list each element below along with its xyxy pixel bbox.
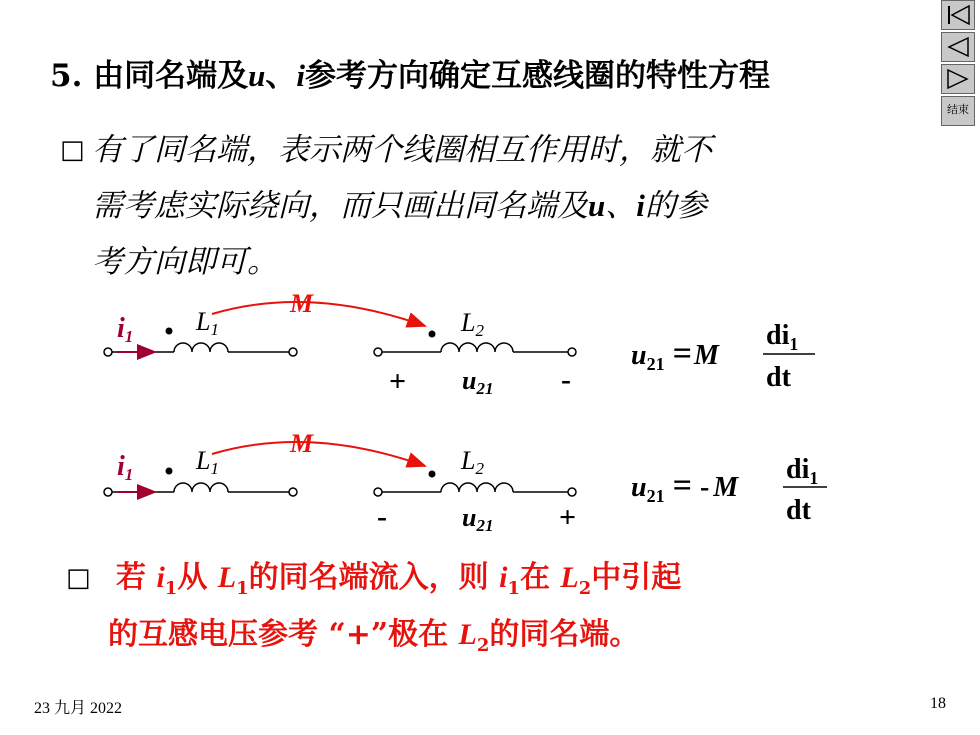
minus-sign: - [377,500,387,533]
coil-1-label: L1 [196,446,219,478]
current-label: i1 [117,451,134,484]
svg-text:u21=-M: $u_{21}$ = - M [631,467,739,506]
bullet1-line1: 有了同名端，表示两个线圈相互作用时，就不 [92,132,712,168]
voltage-label: u21 [462,503,494,535]
page-number: 18 [930,695,946,712]
dot-marker-1 [166,468,173,475]
coil-2-label: L2 [461,446,484,478]
footer-date: 23 九月 2022 [34,700,123,717]
slide-title: 5. 由同名端及u、i参考方向确定互感线圈的特性方程 [50,58,771,94]
previous-icon [945,36,971,58]
coil-2-wiring [374,483,576,496]
coil-1-label: L1 [196,307,219,339]
bullet-marker: □ [66,563,91,593]
bullet2-line2: 的互感电压参考 “+”极在 $L_2$的同名端。 [108,617,640,656]
svg-text:di1: $di_1$ [786,454,819,488]
first-slide-button[interactable] [941,0,975,30]
svg-text:u21=M: $u_{21} =M$ [631,335,719,374]
current-label: i1 [117,313,134,346]
plus-sign: + [389,365,407,398]
dot-marker-2 [429,331,436,338]
coil-1-wiring [104,483,297,496]
circuit-1 [104,289,815,398]
mutual-label: M [290,429,314,458]
bullet1-line3: 考方向即可。 [92,244,278,280]
bullet1-line2: 需考虑实际绕向，而只画出同名端及u、i的参 [92,188,707,224]
plus-sign: + [559,501,577,534]
equation-1 [631,320,815,393]
bullet-marker: □ [60,135,85,165]
next-icon [945,68,971,90]
slide-navigation [941,0,977,128]
equation-2 [631,454,827,526]
bullet-paragraph-2 [60,555,880,669]
coil-2-wiring [374,343,576,356]
dot-marker-1 [166,328,173,335]
svg-text:di1: $di_1$ [766,320,799,354]
voltage-label: u21 [462,366,494,398]
minus-sign: - [561,363,571,396]
coil-2-label: L2 [461,308,484,340]
end-show-button[interactable]: 结束 [941,96,975,126]
circuit-2 [104,429,827,535]
svg-text:dt: dt [786,495,811,526]
mutual-arrow [212,442,425,466]
mutual-label: M [290,289,314,318]
mutual-arrow [212,302,425,326]
next-slide-button[interactable] [941,64,975,94]
previous-slide-button[interactable] [941,32,975,62]
svg-text:dt: dt [766,362,791,393]
first-slide-icon [945,4,971,26]
dot-marker-2 [429,471,436,478]
bullet2-line1: 若 $i_1$从 $L_1$的同名端流入，则 $i_1$在 $L_2$中引起 [116,560,682,599]
